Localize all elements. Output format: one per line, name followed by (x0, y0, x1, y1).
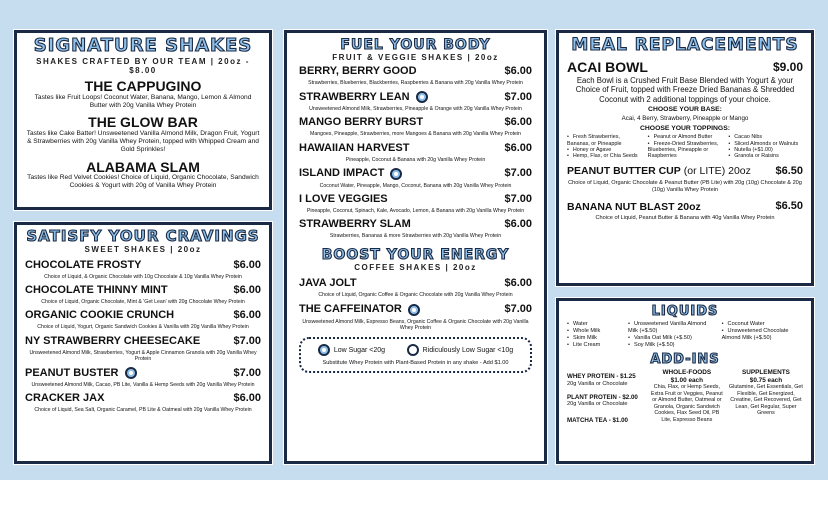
menu-item-price: $7.00 (504, 303, 532, 316)
boost-subheader: COFFEE SHAKES | 20oz (354, 262, 477, 272)
pb-cup-row (567, 166, 803, 177)
liquids-addins-panel (556, 298, 814, 464)
menu-item-row (299, 304, 532, 316)
menu-item (25, 310, 261, 330)
pb-cup-name: PEANUT BUTTER CUP (567, 165, 681, 178)
matcha-tea: MATCHA TEA - $1.00 (567, 417, 628, 425)
menu-item-name-wrap (25, 393, 104, 404)
menu-item-name: PEANUT BUSTER (25, 366, 119, 379)
menu-item-name: NY STRAWBERRY CHEESECAKE (25, 334, 201, 347)
addins-proteins (567, 369, 645, 425)
menu-item-desc: Choice of Liquid, Sea Salt, Organic Caramel, PB Lite & Oatmeal with 20g Vanilla Whey Protein (34, 407, 252, 414)
plant-protein: PLANT PROTEIN - $2.00 (567, 393, 638, 401)
menu-item-desc: Strawberries, Blueberries, Blackberries, Raspberries & Banana with 20g Vanilla Whey Protein (308, 80, 523, 86)
menu-item-row (299, 168, 532, 180)
signature-item-desc: Tastes like Fruit Loops! Coconut Water, Banana, Mango, Lemon & Almond Butter with 20g Vanilla Whey Protein (34, 93, 252, 109)
plant-protein-note: Substitute Whey Protein with Plant-Based Protein in any shake - Add $1.00 (322, 360, 509, 367)
menu-item (25, 336, 261, 362)
menu-item-price: $7.00 (504, 167, 532, 180)
menu-item-name-wrap (299, 117, 423, 128)
addins-header: ADD-INS (650, 351, 720, 367)
menu-item (25, 260, 261, 280)
menu-item (299, 278, 532, 298)
list-item: • Unsweetened Chocolate Almond Milk (+$.50) (722, 328, 803, 342)
menu-item (299, 304, 532, 331)
list-item: • Sliced Almonds or Walnuts (728, 141, 803, 147)
menu-item-row (25, 336, 261, 347)
menu-item-name: THE CAFFEINATOR (299, 303, 402, 316)
signature-item-desc: Tastes like Cake Batter! Unsweetened Vanilla Almond Milk, Dragon Fruit, Yogurt & Strawberries with 20g Vanilla Whey Protein, topped with Whipped Cream and Gold Sprinkles! (26, 129, 260, 154)
menu-item-name-wrap (299, 194, 388, 205)
menu-item (25, 285, 261, 305)
menu-item-name: STRAWBERRY LEAN (299, 90, 410, 103)
menu-item-price: $6.00 (233, 309, 261, 322)
menu-item-name: CRACKER JAX (25, 392, 105, 405)
menu-item-name: STRAWBERRY SLAM (299, 218, 411, 231)
low-sugar-icon (408, 304, 420, 316)
supplements-desc: Glutamine, Get Essentials, Get Flexible, Get Energized, Creatine, Get Recovered, Get Lean, Get Regular, Super Greens (728, 384, 803, 417)
signature-item-name: THE GLOW BAR (88, 114, 198, 131)
pb-cup-desc: Choice of Liquid, Organic Chocolate & Peanut Butter (PB Lite) with 20g (10g) Chocolate & 20g (10g) Vanilla Whey Protein (568, 179, 802, 193)
low-sugar-label: Low Sugar <20g (333, 346, 386, 354)
menu-item-name-wrap (299, 304, 420, 316)
wholefoods-title: WHOLE-FOODS (662, 368, 712, 376)
menu-item-price: $6.00 (233, 392, 261, 405)
list-item: • Granola or Raisins (728, 153, 803, 159)
menu-item-desc: Unsweetened Almond Milk, Cacao, PB Lite, Vanilla & Hemp Seeds with 20g Vanilla Whey Protein (31, 382, 255, 389)
acai-price: $9.00 (772, 60, 803, 74)
bottom-strip (0, 480, 828, 508)
menu-item-row (25, 260, 261, 271)
low-sugar-icon (318, 344, 330, 356)
ridiculously-low-sugar-icon (407, 344, 419, 356)
menu-item-name: HAWAIIAN HARVEST (299, 141, 410, 154)
list-item: • Nutella (+$1.00) (728, 147, 803, 153)
cravings-panel (14, 222, 272, 464)
fuel-panel (284, 30, 547, 464)
cravings-list (25, 260, 261, 414)
list-item: • Honey or Agave (567, 147, 642, 153)
supplements-price: $0.75 each (749, 376, 783, 384)
menu-item-name-wrap (299, 168, 402, 180)
menu-item-name-wrap (25, 310, 174, 321)
menu-item-desc: Unsweetened Almond Milk, Strawberries, Pineapple & Orange with 20g Vanilla Whey Protein (309, 106, 522, 113)
menu-item-name: ISLAND IMPACT (299, 167, 385, 180)
menu-item-row (299, 219, 532, 230)
list-item: • Lite Cream (567, 342, 624, 349)
menu-item-row (25, 367, 261, 379)
menu-item-desc: Strawberries, Bananas & more Strawberries with 20g Vanilla Whey Protein (329, 233, 502, 240)
menu-item-desc: Pineapple, Coconut & Banana with 20g Vanilla Whey Protein (345, 156, 486, 163)
menu-item (299, 194, 532, 214)
wholefoods-price: $1.00 each (670, 376, 704, 384)
supplements-title: SUPPLEMENTS (741, 368, 790, 376)
menu-item-row (299, 117, 532, 128)
fuel-list (299, 66, 532, 240)
menu-item (299, 168, 532, 189)
low-sugar-icon (125, 367, 137, 379)
liquids-header: LIQUIDS (651, 304, 719, 319)
signature-item-name: THE CAPPUGINO (84, 78, 202, 94)
menu-item-desc: Choice of Liquid, Yogurt, Organic Sandwich Cookies & Vanilla with 20g Vanilla Whey Protein (37, 324, 249, 331)
menu-item-desc: Mangoes, Pineapple, Strawberries, more Mangoes & Banana with 20g Vanilla Whey Protein (310, 131, 521, 138)
meal-replacements-panel (556, 30, 814, 286)
menu-item-price: $6.00 (504, 276, 532, 289)
list-item: • Soy Milk (+$.50) (628, 342, 718, 349)
menu-item-name-wrap (299, 66, 417, 77)
toppings-grid (567, 134, 803, 160)
list-item: • Hemp, Flax, or Chia Seeds (567, 153, 642, 159)
menu-item (299, 66, 532, 86)
pb-cup-price: $6.50 (775, 164, 803, 177)
boost-list (299, 278, 532, 332)
addins-grid (567, 369, 803, 425)
menu-item-name: I LOVE VEGGIES (299, 193, 388, 206)
menu-item-name-wrap (25, 285, 168, 296)
addins-wholefoods (650, 369, 724, 425)
menu-item-price: $6.00 (504, 141, 532, 154)
menu-item-name-wrap (25, 260, 142, 271)
acai-row (567, 60, 803, 74)
signature-item (25, 160, 261, 191)
menu-item-price: $7.00 (504, 90, 532, 103)
liquids-grid (567, 321, 803, 349)
menu-item-row (25, 285, 261, 296)
menu-item-name-wrap (25, 336, 200, 347)
menu-item-desc: Choice of Liquid, & Organic Chocolate with 10g Chocolate & 10g Vanilla Whey Protein (44, 274, 242, 280)
base-title: CHOOSE YOUR BASE: (648, 106, 722, 114)
menu-item-row (299, 91, 532, 103)
signature-item (25, 115, 261, 154)
menu-item (25, 367, 261, 388)
meal-header: MEAL REPLACEMENTS (571, 35, 799, 55)
banana-row (567, 201, 803, 212)
menu-item-desc: Coconut Water, Pineapple, Mango, Coconut, Banana with 20g Vanilla Whey Protein (319, 182, 512, 189)
boost-header: BOOST YOUR ENERGY (321, 246, 510, 263)
menu-item-price: $7.00 (504, 193, 532, 206)
menu-item-row (299, 143, 532, 154)
list-item: • Skim Milk (567, 335, 624, 342)
whey-protein-desc: 20g Vanilla or Chocolate (567, 380, 628, 387)
list-item: • Cacao Nibs (728, 134, 803, 140)
menu-item-row (25, 393, 261, 404)
menu-item-price: $6.00 (504, 218, 532, 231)
menu-item-name-wrap (299, 91, 428, 103)
menu-item-name: MANGO BERRY BURST (299, 116, 424, 129)
banana-name: BANANA NUT BLAST 20oz (567, 200, 701, 213)
list-item: • Water (567, 321, 624, 328)
menu-item-row (25, 310, 261, 321)
list-item: • Freeze-Dried Strawberries, Blueberries, Pineapple or Raspberries (648, 141, 723, 160)
pb-cup-lite: (or LITE) 20oz (683, 165, 751, 178)
whey-protein: WHEY PROTEIN - $1.25 (567, 372, 636, 380)
toppings-title: CHOOSE YOUR TOPPINGS: (639, 125, 730, 133)
acai-description: Each Bowl is a Crushed Fruit Base Blended with Yogurt & your Choice of Fruit, topped with Freeze Dried Bananas & Shredded Coconut with 2 additional toppings of your choice. (575, 76, 795, 104)
menu-item-price: $6.00 (504, 116, 532, 129)
menu-item-desc: Choice of Liquid, Organic Chocolate, Mint & 'Get Lean' with 20g Chocolate Whey Protein (41, 299, 245, 306)
menu-item-price: $6.00 (233, 259, 261, 271)
menu-item (299, 117, 532, 137)
liquids-column (567, 321, 624, 349)
menu-item-row (299, 194, 532, 205)
menu-item-price: $6.00 (233, 284, 261, 297)
menu-item-name-wrap (25, 367, 137, 379)
menu-item-row (299, 278, 532, 289)
list-item: • Whole Milk (567, 328, 624, 335)
menu-item-price: $7.00 (233, 334, 261, 347)
toppings-column (567, 134, 642, 160)
fuel-subheader: FRUIT & VEGGIE SHAKES | 20oz (332, 53, 499, 62)
menu-item-name: JAVA JOLT (299, 276, 357, 289)
signature-subheader: SHAKES CRAFTED BY OUR TEAM | 20oz - $8.00 (36, 57, 250, 75)
menu-item-desc: Unsweetened Almond Milk, Espresso Beans, Organic Coffee & Organic Chocolate with 20g Vanilla Whey Protein (302, 318, 529, 332)
fuel-header: FUEL YOUR BODY (340, 37, 491, 53)
menu-item-name-wrap (299, 219, 411, 230)
menu-item (299, 143, 532, 163)
list-item: • Peanut or Almond Butter (648, 134, 723, 140)
signature-item (25, 79, 261, 110)
menu-item-name: CHOCOLATE FROSTY (25, 259, 142, 271)
low-sugar-icon (390, 168, 402, 180)
liquids-column (628, 321, 718, 349)
liquids-column (722, 321, 803, 349)
list-item: • Unsweetened Vanilla Almond Milk (+$.50) (628, 321, 718, 335)
signature-item-name: ALABAMA SLAM (86, 158, 200, 175)
plant-protein-desc: 20g Vanilla or Chocolate (567, 401, 628, 408)
menu-item-name: CHOCOLATE THINNY MINT (25, 284, 168, 297)
signature-header: SIGNATURE SHAKES (33, 35, 253, 56)
menu-item (299, 91, 532, 112)
menu-item-name: ORGANIC COOKIE CRUNCH (25, 309, 175, 322)
list-item: • Vanilla Oat Milk (+$.50) (628, 335, 718, 342)
menu-item-row (299, 66, 532, 77)
cravings-subheader: SWEET SHAKES | 20oz (84, 245, 202, 254)
ridiculously-low-sugar-label: Ridiculously Low Sugar <10g (422, 346, 514, 354)
menu-item-name: BERRY, BERRY GOOD (299, 65, 417, 77)
menu-item-name-wrap (299, 278, 357, 289)
list-item: • Fresh Strawberries, Bananas, or Pineapple (567, 134, 642, 147)
signature-item-desc: Tastes like Red Velvet Cookies! Choice of Liquid, Organic Chocolate, Sandwich Cookies & Yogurt with 20g of Vanilla Whey Protein (27, 174, 259, 190)
sugar-legend-box (299, 337, 532, 373)
addins-supplements (729, 369, 803, 425)
banana-price: $6.50 (775, 200, 803, 213)
menu-item-price: $7.00 (233, 366, 261, 379)
cravings-header: SATISFY YOUR CRAVINGS (26, 227, 260, 245)
menu-item (299, 219, 532, 239)
acai-name: ACAI BOWL (567, 59, 648, 75)
menu-item-name-wrap (299, 143, 409, 154)
toppings-column (728, 134, 803, 160)
list-item: • Coconut Water (722, 321, 803, 328)
toppings-column (648, 134, 723, 160)
menu-item-desc: Choice of Liquid, Organic Coffee & Organic Chocolate with 20g Vanilla Whey Protein (318, 291, 513, 298)
wholefoods-desc: Chia, Flax, or Hemp Seeds, Extra Fruit or Veggies, Peanut or Almond Butter, Oatmeal or Granola, Organic Sandwich Cookies, Flax Seed Oil, PB Lite, Espresso Beans (650, 384, 723, 423)
menu-item-price: $6.00 (504, 65, 532, 77)
signature-shakes-panel (14, 30, 272, 210)
banana-desc: Choice of Liquid, Peanut Butter & Banana with 40g Vanilla Whey Protein (595, 215, 775, 222)
menu-item-desc: Unsweetened Almond Milk, Strawberries, Yogurt & Apple Cinnamon Granola with 20g Vanilla Whey Protein (29, 349, 257, 362)
menu-item-desc: Pineapple, Coconut, Spinach, Kale, Avocado, Lemon, & Banana with 20g Vanilla Whey Protein (306, 208, 525, 215)
menu-item (25, 393, 261, 413)
base-list: Acai, 4 Berry, Strawberry, Pineapple or Mango (621, 115, 749, 123)
low-sugar-icon (416, 91, 428, 103)
